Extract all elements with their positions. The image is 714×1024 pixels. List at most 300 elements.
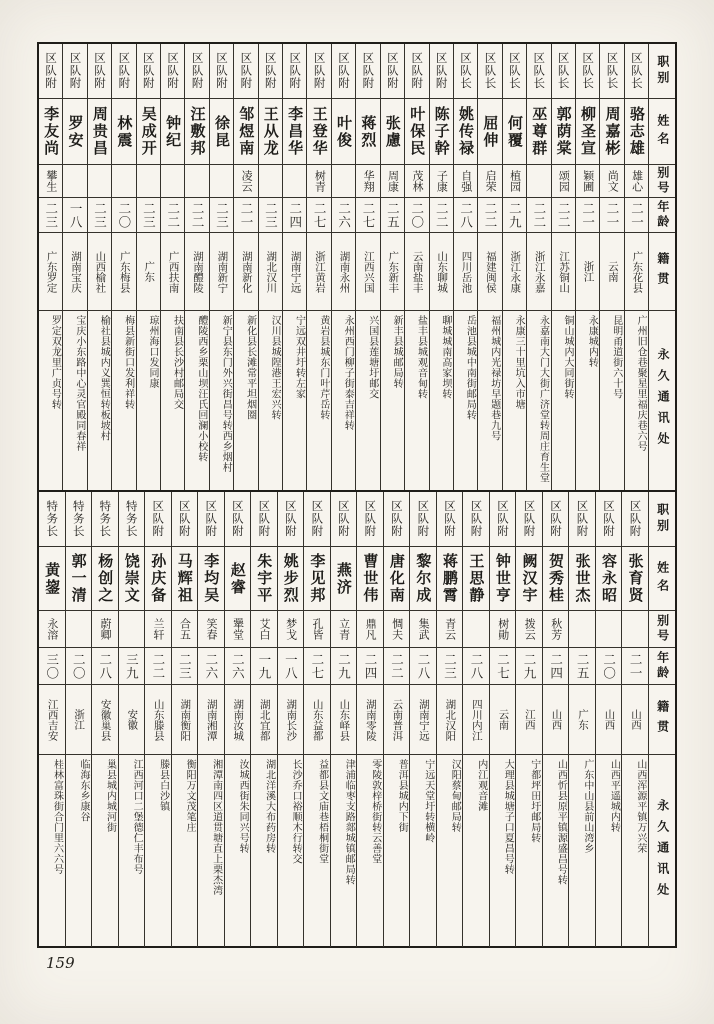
alias-cell <box>88 164 111 197</box>
rank-cell: 区队附 <box>190 52 205 90</box>
name-cell: 唐化南 <box>384 546 410 610</box>
age-cell: 二二 <box>527 197 550 232</box>
name-cell: 赵睿 <box>225 546 251 610</box>
rank-cell: 区队附 <box>177 500 192 538</box>
alias-cell <box>112 164 135 197</box>
alias-cell: 华翔 <box>356 164 379 197</box>
rank-cell: 区队长 <box>532 52 547 90</box>
age-cell: 二三 <box>437 647 463 684</box>
name-cell: 孙庆备 <box>145 546 171 610</box>
person-column <box>160 44 184 490</box>
origin-cell: 山东益都 <box>304 684 330 754</box>
age-cell: 二三 <box>137 197 160 232</box>
name-cell: 周嘉彬 <box>600 98 623 164</box>
rank-cell: 区队附 <box>628 500 643 538</box>
name-cell: 张慮 <box>381 98 404 164</box>
address-cell: 山西浑源平镇万兴荣 <box>622 754 648 947</box>
origin-cell: 浙江 <box>66 684 92 754</box>
alias-cell <box>527 164 550 197</box>
origin-cell: 广东新丰 <box>381 232 404 310</box>
age-cell: 二九 <box>503 197 526 232</box>
age-cell: 二八 <box>410 647 436 684</box>
rank-cell: 区队附 <box>288 52 303 90</box>
age-cell: 二四 <box>543 647 569 684</box>
address-cell: 滕县白沙镇 <box>145 754 171 947</box>
address-cell: 新丰县城邮局转 <box>381 310 404 490</box>
age-cell: 二六 <box>332 197 355 232</box>
alias-cell <box>622 610 648 647</box>
address-cell: 岳池县城中南街邮局转 <box>454 310 477 490</box>
person-column <box>409 492 436 947</box>
alias-cell: 子康 <box>430 164 453 197</box>
name-cell: 周贵昌 <box>88 98 111 164</box>
person-column <box>144 492 171 947</box>
rank-cell: 区队附 <box>239 52 254 90</box>
age-cell: 二一 <box>234 197 257 232</box>
name-cell: 骆志雄 <box>625 98 648 164</box>
name-cell: 王登华 <box>307 98 330 164</box>
rank-cell: 区队附 <box>151 500 166 538</box>
age-cell: 二七 <box>356 197 379 232</box>
address-cell: 榆社县城内义巽恒转板坡村 <box>88 310 111 490</box>
rank-cell: 区队长 <box>507 52 522 90</box>
address-cell: 琼州海口发同康 <box>137 310 160 490</box>
age-cell: 二二 <box>430 197 453 232</box>
age-cell: 二二 <box>478 197 501 232</box>
name-cell: 屈伸 <box>478 98 501 164</box>
origin-cell: 江西兴国 <box>356 232 379 310</box>
address-cell: 汝城西街朱同兴号转 <box>225 754 251 947</box>
age-cell: 一八 <box>278 647 304 684</box>
row-label-name: 姓名 <box>649 98 675 164</box>
name-cell: 朱宇平 <box>251 546 277 610</box>
origin-cell: 湖北汉川 <box>259 232 282 310</box>
person-column <box>453 44 477 490</box>
age-cell: 二三 <box>88 197 111 232</box>
address-cell: 内江观音滩 <box>463 754 489 947</box>
person-column <box>197 492 224 947</box>
origin-cell: 湖北汉阳 <box>437 684 463 754</box>
alias-cell: 尚文 <box>600 164 623 197</box>
name-cell: 吴成开 <box>137 98 160 164</box>
name-cell: 蒋烈 <box>356 98 379 164</box>
alias-cell: 立青 <box>331 610 357 647</box>
person-column <box>551 44 575 490</box>
person-column <box>209 44 233 490</box>
person-column <box>62 44 86 490</box>
age-cell: 二二 <box>552 197 575 232</box>
name-cell: 李均吴 <box>198 546 224 610</box>
age-cell: 二九 <box>331 647 357 684</box>
row-label-alias: 别号 <box>649 164 675 197</box>
origin-cell: 广西扶南 <box>161 232 184 310</box>
person-column <box>39 44 62 490</box>
person-column <box>65 492 92 947</box>
name-cell: 姚传禄 <box>454 98 477 164</box>
alias-cell: 集武 <box>410 610 436 647</box>
name-cell: 阙汉宇 <box>516 546 542 610</box>
rank-cell: 区队附 <box>549 500 563 538</box>
address-cell: 新宁县东门外兴街昌号转西乡烟村 <box>210 310 233 490</box>
rank-cell: 区队附 <box>263 52 278 90</box>
origin-cell: 安徽巢县 <box>92 684 118 754</box>
alias-cell <box>66 610 92 647</box>
address-cell: 扶南县长沙村邮局交 <box>161 310 184 490</box>
age-cell: 二七 <box>307 197 330 232</box>
rank-cell: 区队附 <box>44 52 59 90</box>
person-column <box>575 44 599 490</box>
name-cell: 王从龙 <box>259 98 282 164</box>
address-cell: 昆明甬道街六十号 <box>600 310 623 490</box>
address-cell: 永州西门柳子街泰吉祥转 <box>332 310 355 490</box>
name-cell: 叶保民 <box>405 98 428 164</box>
origin-cell: 四川岳池 <box>454 232 477 310</box>
rank-cell: 区队附 <box>361 52 376 90</box>
alias-cell: 雄心 <box>625 164 648 197</box>
person-column <box>383 492 410 947</box>
origin-cell: 山东峄县 <box>331 684 357 754</box>
alias-cell: 孔皆 <box>304 610 330 647</box>
alias-cell: 周康 <box>381 164 404 197</box>
rank-cell: 区队附 <box>92 52 107 90</box>
row-label-origin: 籍贯 <box>649 684 675 754</box>
row-label-address: 永久通讯处 <box>649 310 675 490</box>
alias-cell: 犟堂 <box>225 610 251 647</box>
alias-cell <box>137 164 160 197</box>
origin-cell: 福建闽侯 <box>478 232 501 310</box>
name-cell: 郭一清 <box>66 546 92 610</box>
person-column <box>515 492 542 947</box>
origin-cell: 湖南醴陵 <box>185 232 208 310</box>
address-cell: 零陵敦梓桥街转云善堂 <box>357 754 383 947</box>
address-cell: 广东中山县前山湾乡 <box>569 754 595 947</box>
name-cell: 钟世亨 <box>490 546 516 610</box>
address-cell: 梅县新街口发利祥转 <box>112 310 135 490</box>
alias-cell: 启荣 <box>478 164 501 197</box>
name-cell: 燕济 <box>331 546 357 610</box>
person-column <box>258 44 282 490</box>
age-cell: 二三 <box>39 197 62 232</box>
origin-cell: 广东罗定 <box>39 232 62 310</box>
person-column <box>331 44 355 490</box>
address-cell: 山西平遥城内转 <box>596 754 622 947</box>
roster-table <box>37 42 677 948</box>
alias-cell <box>332 164 355 197</box>
address-cell: 汉阳蔡甸邮局转 <box>437 754 463 947</box>
rank-cell: 区队附 <box>522 500 537 538</box>
address-cell: 桂林富珠街合门里六六号 <box>39 754 65 947</box>
person-column <box>39 492 65 947</box>
origin-cell: 安徽 <box>119 684 145 754</box>
age-cell: 二九 <box>516 647 542 684</box>
row-label-address: 永久通讯处 <box>649 754 675 947</box>
address-cell: 普洱县城内下街 <box>384 754 410 947</box>
origin-cell: 湖南宝庆 <box>63 232 86 310</box>
origin-cell: 湖南汝城 <box>225 684 251 754</box>
name-cell: 林震 <box>112 98 135 164</box>
person-column <box>595 492 622 947</box>
rank-cell: 特务长 <box>124 500 139 538</box>
alias-cell: 颖圃 <box>576 164 599 197</box>
origin-cell: 山东聊城 <box>430 232 453 310</box>
rank-cell: 区队附 <box>312 52 327 90</box>
alias-cell: 自强 <box>454 164 477 197</box>
person-column <box>462 492 489 947</box>
age-cell: 二〇 <box>66 647 92 684</box>
origin-cell: 云南普洱 <box>384 684 410 754</box>
rank-cell: 区队附 <box>310 500 325 538</box>
alias-cell: 惆夫 <box>384 610 410 647</box>
rank-cell: 区队附 <box>602 500 617 538</box>
origin-cell: 湖北宜都 <box>251 684 277 754</box>
origin-cell: 湖南新宁 <box>210 232 233 310</box>
rank-cell: 区队附 <box>141 52 156 90</box>
alias-cell <box>185 164 208 197</box>
page-number: 159 <box>46 954 75 972</box>
address-cell: 津浦临枣支路郯城镇邮局转 <box>331 754 357 947</box>
row-label-alias: 别号 <box>649 610 675 647</box>
address-cell: 宁远天堂圩转横岭 <box>410 754 436 947</box>
person-column <box>526 44 550 490</box>
name-cell: 李友尚 <box>39 98 62 164</box>
alias-cell: 秋芳 <box>543 610 569 647</box>
name-cell: 饶崇文 <box>119 546 145 610</box>
alias-cell: 攀生 <box>39 164 62 197</box>
origin-cell: 湖南零陵 <box>357 684 383 754</box>
rank-cell: 区队附 <box>166 52 181 90</box>
alias-cell: 鼎凡 <box>357 610 383 647</box>
alias-cell <box>161 164 184 197</box>
age-cell: 三〇 <box>39 647 65 684</box>
alias-cell: 青云 <box>437 610 463 647</box>
rank-cell: 区队长 <box>459 52 474 90</box>
age-cell: 二三 <box>259 197 282 232</box>
age-cell: 二六 <box>225 647 251 684</box>
name-cell: 徐昆 <box>210 98 233 164</box>
origin-cell: 江西吉安 <box>39 684 65 754</box>
name-cell: 巫尊群 <box>527 98 550 164</box>
origin-cell: 湖南宁远 <box>283 232 306 310</box>
alias-cell: 拨云 <box>516 610 542 647</box>
origin-cell: 浙江 <box>576 232 599 310</box>
age-cell: 二〇 <box>596 647 622 684</box>
origin-cell: 浙江永嘉 <box>527 232 550 310</box>
rank-cell: 区队附 <box>469 500 484 538</box>
address-cell: 永嘉南大门大街广济堂转周庄育生堂 <box>527 310 550 490</box>
alias-cell: 凌云 <box>234 164 257 197</box>
origin-cell: 云南盐丰 <box>405 232 428 310</box>
rank-cell: 区队附 <box>257 500 272 538</box>
roster-top <box>39 44 675 490</box>
address-cell: 宝庆小东路中心灵官殿同春祥 <box>63 310 86 490</box>
name-cell: 何覆 <box>503 98 526 164</box>
alias-cell <box>283 164 306 197</box>
age-cell: 二七 <box>490 647 516 684</box>
name-cell: 马辉祖 <box>172 546 198 610</box>
person-column <box>330 492 357 947</box>
alias-cell <box>463 610 489 647</box>
address-cell: 盐丰县城观音甸转 <box>405 310 428 490</box>
alias-cell: 颂园 <box>552 164 575 197</box>
name-cell: 李昌华 <box>283 98 306 164</box>
address-cell: 衡阳万文茂笔庄 <box>172 754 198 947</box>
address-cell: 福州城内光禄坊早题巷九号 <box>478 310 501 490</box>
age-cell: 二二 <box>161 197 184 232</box>
person-column <box>624 44 648 490</box>
rank-cell: 区队附 <box>336 500 351 538</box>
age-cell: 二一 <box>600 197 623 232</box>
address-cell: 湖北洋溪大布药房转 <box>251 754 277 947</box>
age-cell: 二一 <box>622 647 648 684</box>
address-cell: 宁都坪田圩邮局转 <box>516 754 542 947</box>
row-label-origin: 籍贯 <box>649 232 675 310</box>
address-cell: 湘潭南四区道贯塘直上栗杰湾 <box>198 754 224 947</box>
alias-cell: 艾白 <box>251 610 277 647</box>
name-cell: 王思静 <box>463 546 489 610</box>
person-column <box>224 492 251 947</box>
name-cell: 陈子幹 <box>430 98 453 164</box>
alias-cell <box>210 164 233 197</box>
alias-cell: 永溶 <box>39 610 65 647</box>
name-cell: 黄鋆 <box>39 546 65 610</box>
name-cell: 罗安 <box>63 98 86 164</box>
row-label-rank: 职别 <box>655 55 670 87</box>
alias-cell: 植园 <box>503 164 526 197</box>
alias-cell: 茂林 <box>405 164 428 197</box>
address-cell: 长沙乔口裕顺木行转交 <box>278 754 304 947</box>
alias-cell: 树青 <box>307 164 330 197</box>
person-column <box>91 492 118 947</box>
rank-cell: 区队附 <box>389 500 404 538</box>
rank-cell: 区队附 <box>337 52 352 90</box>
alias-cell: 合五 <box>172 610 198 647</box>
name-cell: 李见邦 <box>304 546 330 610</box>
row-label-age: 年龄 <box>649 197 675 232</box>
rank-cell: 区队附 <box>204 500 219 538</box>
address-cell: 兴国县莲塘圩邮交 <box>356 310 379 490</box>
alias-cell <box>596 610 622 647</box>
rank-cell: 区队附 <box>575 500 590 538</box>
person-column <box>502 44 526 490</box>
age-cell: 二三 <box>210 197 233 232</box>
person-column <box>380 44 404 490</box>
origin-cell: 湖南长沙 <box>278 684 304 754</box>
name-cell: 叶俊 <box>332 98 355 164</box>
origin-cell: 浙江黄岩 <box>307 232 330 310</box>
origin-cell: 山西 <box>622 684 648 754</box>
origin-cell: 湖南新化 <box>234 232 257 310</box>
origin-cell: 山西 <box>543 684 569 754</box>
name-cell: 郭荫棠 <box>552 98 575 164</box>
address-cell: 醴陵西乡栗山坝汪氏回澜小校转 <box>185 310 208 490</box>
name-cell: 曹世伟 <box>357 546 383 610</box>
address-cell: 永康三十里坑入市塘 <box>503 310 526 490</box>
address-cell: 广州旧仓巷聚星里福庆巷六号 <box>625 310 648 490</box>
origin-cell: 山东滕县 <box>145 684 171 754</box>
origin-cell: 广东花县 <box>625 232 648 310</box>
person-column <box>477 44 501 490</box>
address-cell: 罗定双龙里广贞号转 <box>39 310 62 490</box>
person-column <box>111 44 135 490</box>
address-cell: 铜山城内大同街转 <box>552 310 575 490</box>
name-cell: 杨创之 <box>92 546 118 610</box>
person-column <box>303 492 330 947</box>
name-cell: 邹煜南 <box>234 98 257 164</box>
name-cell: 容永昭 <box>596 546 622 610</box>
person-column <box>436 492 463 947</box>
row-label-age: 年龄 <box>649 647 675 684</box>
age-cell: 二〇 <box>405 197 428 232</box>
person-column <box>404 44 428 490</box>
alias-cell <box>569 610 595 647</box>
person-column <box>282 44 306 490</box>
rank-cell: 区队附 <box>495 500 510 538</box>
address-cell: 汉川县城隍港王宏兴转 <box>259 310 282 490</box>
origin-cell: 广东梅县 <box>112 232 135 310</box>
person-column <box>184 44 208 490</box>
rank-cell: 区队附 <box>230 500 245 538</box>
name-cell: 姚步烈 <box>278 546 304 610</box>
person-column <box>250 492 277 947</box>
row-label-column-top <box>648 44 675 490</box>
rank-cell: 区队附 <box>117 52 132 90</box>
name-cell: 黎尔成 <box>410 546 436 610</box>
person-column <box>356 492 383 947</box>
alias-cell <box>63 164 86 197</box>
person-column <box>277 492 304 947</box>
alias-cell: 树勛 <box>490 610 516 647</box>
age-cell: 二八 <box>92 647 118 684</box>
person-column <box>429 44 453 490</box>
address-cell: 聊城城南高家坝转 <box>430 310 453 490</box>
address-cell: 大理县城塘子口夏昌号转 <box>490 754 516 947</box>
rank-cell: 区队附 <box>214 52 229 90</box>
rank-cell: 区队附 <box>416 500 431 538</box>
person-column <box>306 44 330 490</box>
origin-cell: 山西榆社 <box>88 232 111 310</box>
address-cell: 永康城内转 <box>576 310 599 490</box>
person-column <box>542 492 569 947</box>
rank-cell: 区队长 <box>605 52 620 90</box>
person-column <box>568 492 595 947</box>
name-cell: 柳圣宣 <box>576 98 599 164</box>
rank-cell: 区队长 <box>483 52 498 90</box>
person-column <box>87 44 111 490</box>
row-label-rank: 职别 <box>655 503 670 535</box>
age-cell: 二二 <box>145 647 171 684</box>
alias-cell: 梦戈 <box>278 610 304 647</box>
address-cell: 宁远双井圩转左家 <box>283 310 306 490</box>
age-cell: 二二 <box>384 647 410 684</box>
name-cell: 贺秀桂 <box>543 546 569 610</box>
origin-cell: 浙江永康 <box>503 232 526 310</box>
rank-cell: 区队附 <box>68 52 83 90</box>
rank-cell: 区队长 <box>629 52 644 90</box>
person-column <box>171 492 198 947</box>
rank-cell: 特务长 <box>71 500 86 538</box>
rank-cell: 特务长 <box>45 500 60 538</box>
roster-bottom <box>39 490 675 947</box>
origin-cell: 广东 <box>569 684 595 754</box>
origin-cell: 江西 <box>516 684 542 754</box>
person-column <box>599 44 623 490</box>
alias-cell: 蔚卿 <box>92 610 118 647</box>
origin-cell: 湖南宁远 <box>410 684 436 754</box>
person-column <box>118 492 145 947</box>
alias-cell <box>119 610 145 647</box>
row-label-name: 姓名 <box>649 546 675 610</box>
address-cell: 新化县长滩常平坦烟圈 <box>234 310 257 490</box>
